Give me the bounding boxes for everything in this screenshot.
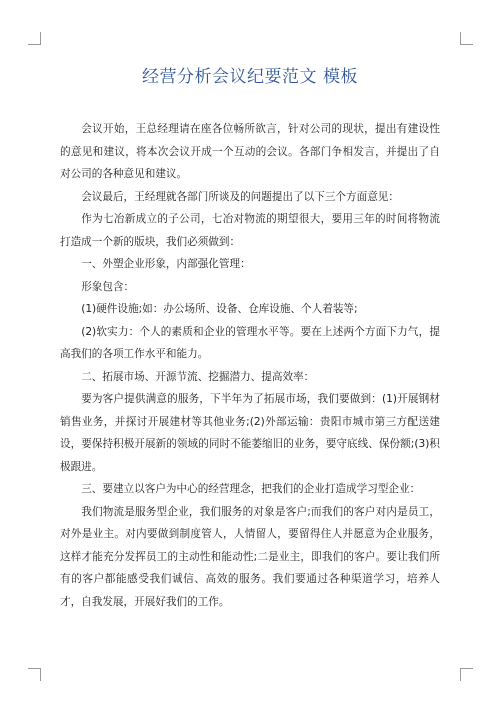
document-body bbox=[60, 118, 440, 613]
page-corner-mark-top-left bbox=[28, 32, 41, 45]
paragraph-hardware: (1)硬件设施;如：办公场所、设备、仓库设施、个人着装等; bbox=[81, 303, 358, 315]
heading-section-three: 三、要建立以客户为中心的经营理念，把我们的企业打造成学习型企业： bbox=[81, 483, 421, 495]
paragraph-meeting-closing: 会议最后，王经理就各部门所谈及的问题提出了以下三个方面意见： bbox=[81, 190, 399, 203]
paragraph-subsidiary-goal: 作为七冶新成立的子公司，七冶对物流的期望很大，要用三年的时间将物流打造成一个新的版块，我们必须做到： bbox=[60, 213, 440, 248]
page-corner-mark-bottom-right bbox=[460, 668, 473, 681]
page-corner-mark-top-right bbox=[460, 32, 473, 45]
page-corner-mark-bottom-left bbox=[28, 668, 41, 681]
paragraph-soft-power: (2)软实力：个人的素质和企业的管理水平等。要在上述两个方面下力气，提高我们的各项工作水平和能力。 bbox=[60, 325, 440, 360]
paragraph-meeting-opening: 会议开始，王总经理请在座各位畅所欲言，针对公司的现状，提出有建设性的意见和建议，将本次会议开成一个互动的会议。各部门争相发言，并提出了自对公司的各种意见和建议。 bbox=[60, 123, 440, 180]
paragraph-service-enterprise: 我们物流是服务型企业，我们服务的对象是客户;而我们的客户对内是员工，对外是业主。对内要做到制度管人，人情留人，要留得住人并愿意为企业服务，这样才能充分发挥员工的主动性和能动性;二是业主，即我们的客户。要让我们所有的客户都能感受我们诚信、高效的服务。我们要通过各种渠道学习，培养人才，自我发展，开展好我们的工作。 bbox=[60, 505, 440, 608]
paragraph-market-expansion: 要为客户提供满意的服务，下半年为了拓展市场，我们要做到：(1)开展钢材销售业务，并探讨开展建材等其他业务;(2)外部运输：贵阳市城市第三方配送建设，要保持积极开展新的领域的同时不能萎缩旧的业务，要守底线、保份额;(3)积极跟进。 bbox=[60, 393, 440, 473]
paragraph-image-includes: 形象包含： bbox=[81, 280, 135, 293]
heading-section-one: 一、外塑企业形象，内部强化管理： bbox=[81, 258, 251, 270]
heading-section-two: 二、拓展市场、开源节流、挖掘潜力、提高效率： bbox=[81, 370, 315, 383]
document-title: 经营分析会议纪要范文 模板 bbox=[142, 67, 358, 87]
